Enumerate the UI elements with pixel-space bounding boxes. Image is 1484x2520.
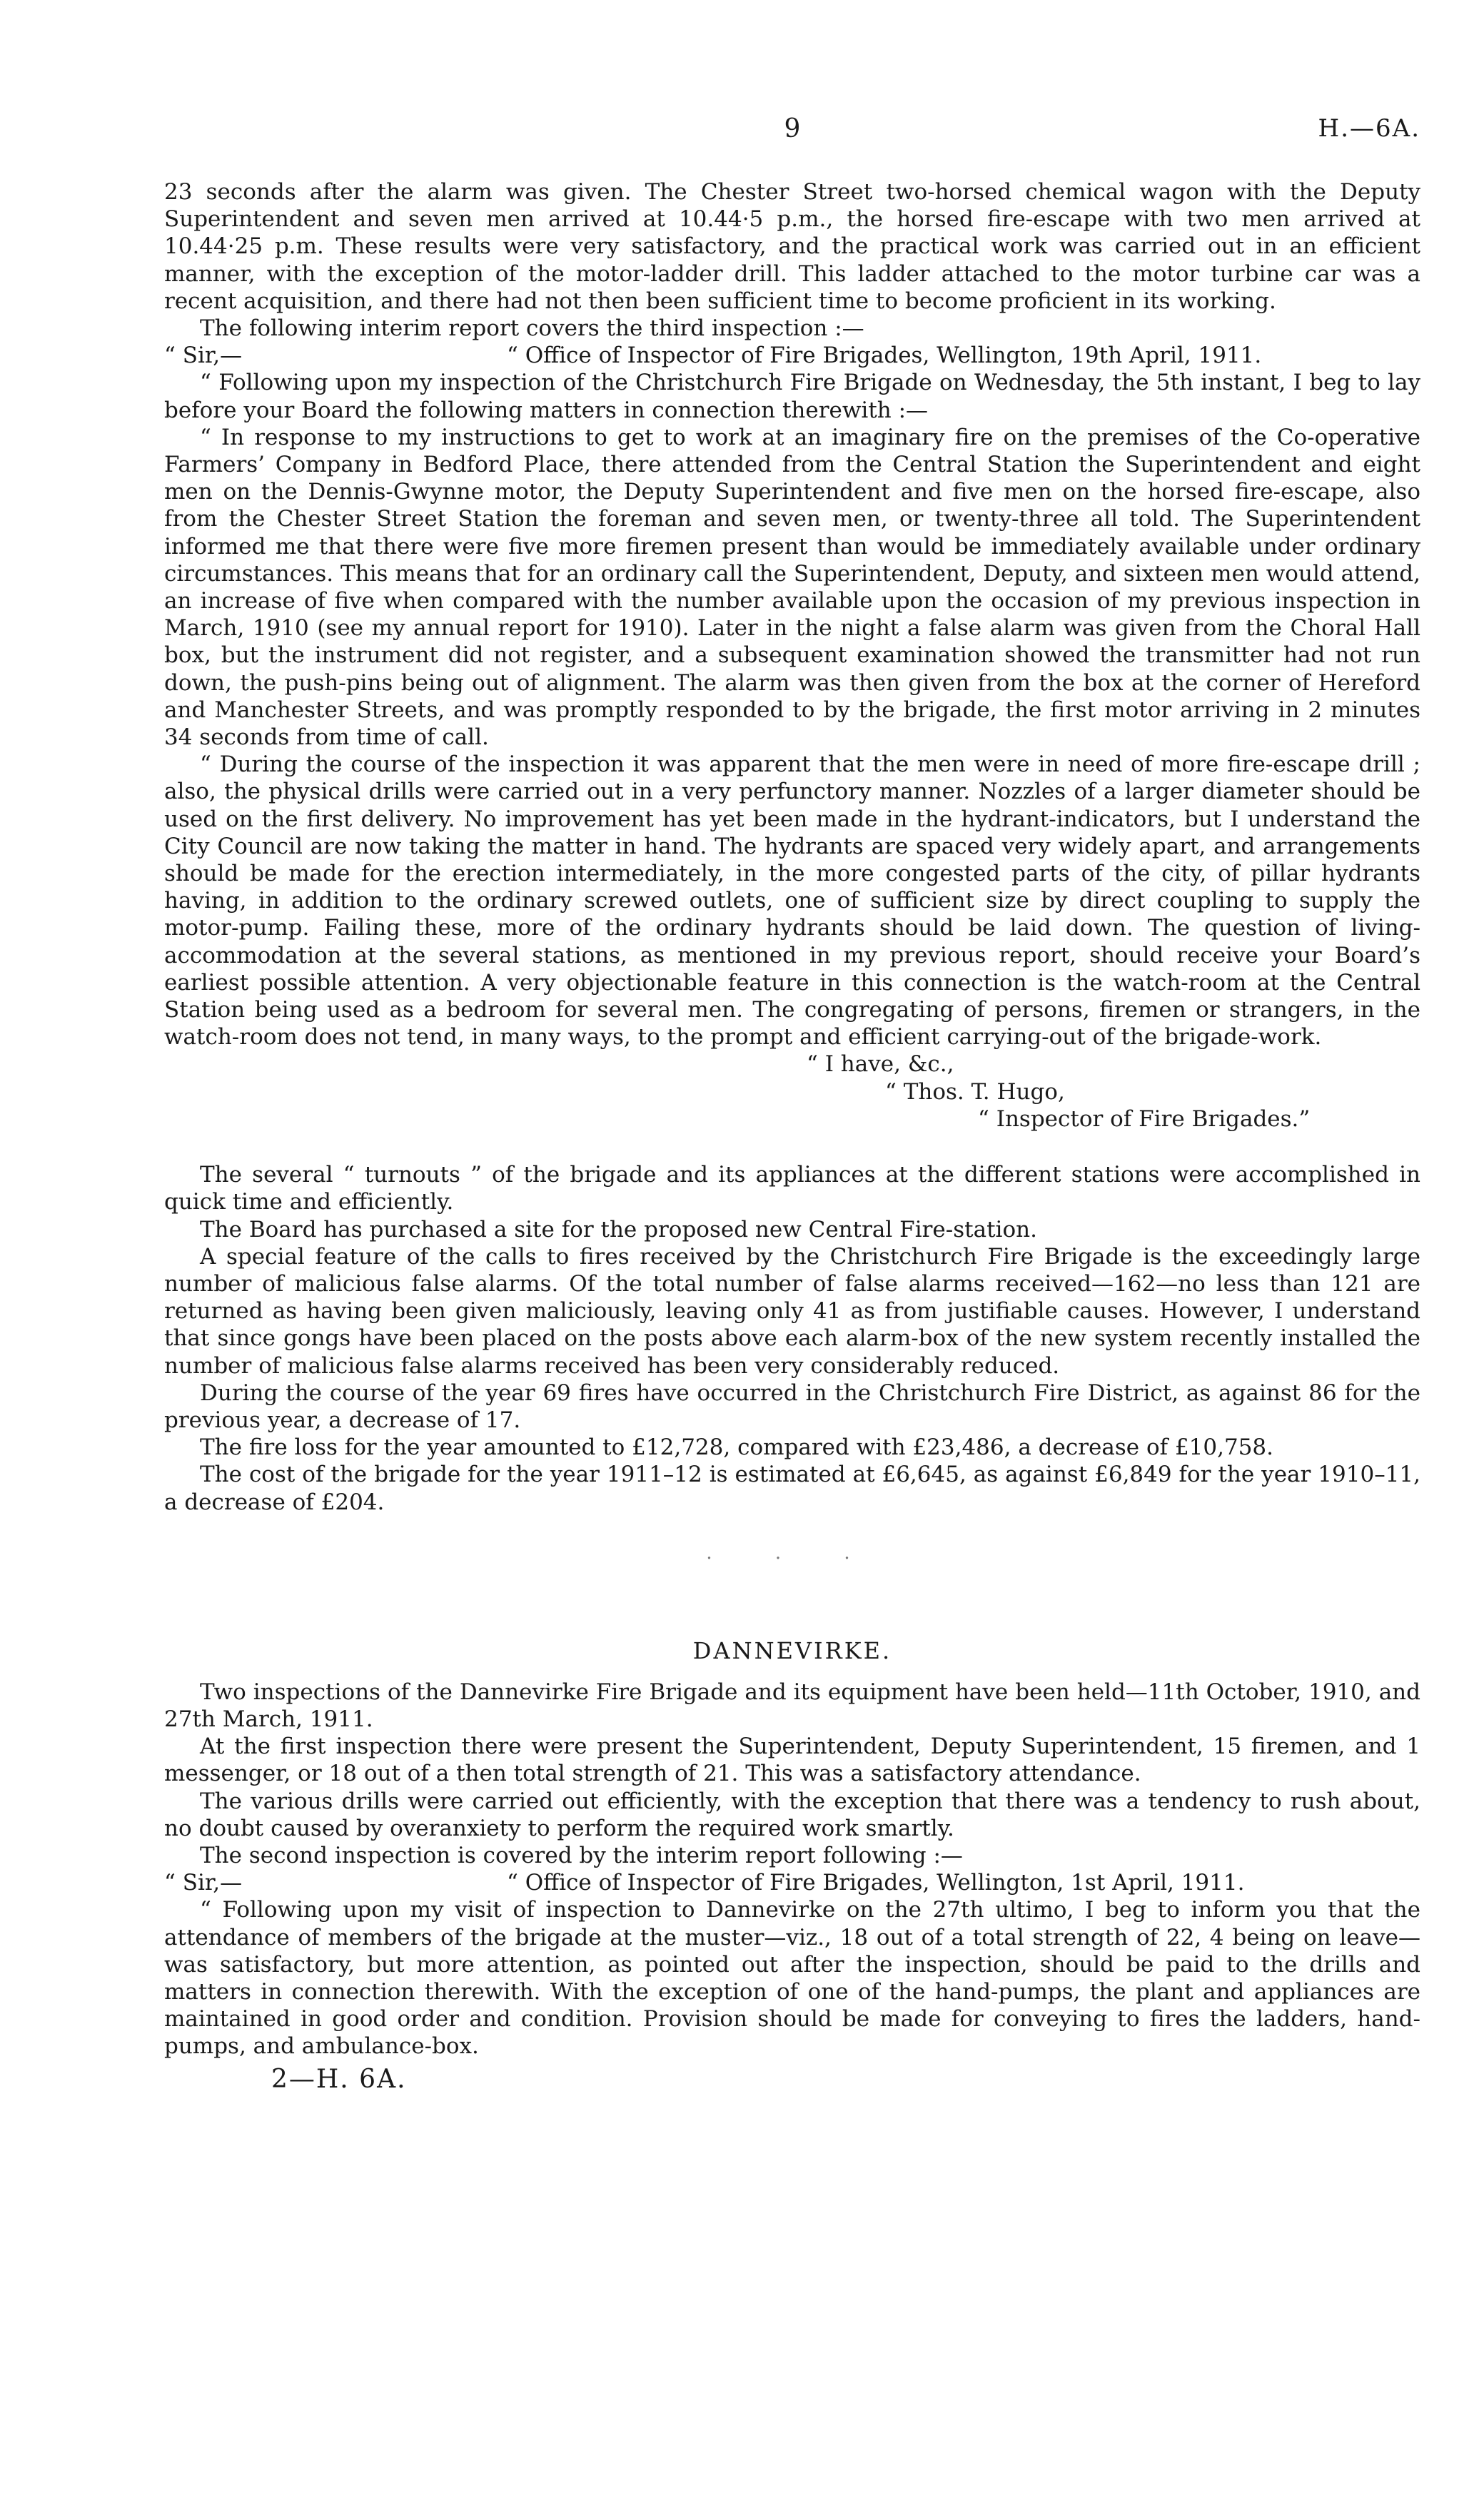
letter-paragraph: “ In response to my instructions to get to work at an imaginary fire on the premises of the Co-operative Farmers’ Company in Bedford Place, there attended from the Central Station the Superintendent and eight men on the Dennis-Gwynne motor, the Deputy Superintendent and five men on the horsed fire-escape, also from the Chester Street Station the foreman and seven men, or twenty-three all told. The Superintendent informed me that there were five more firemen present than would be immediately available under ordinary circumstances. This means that for an ordinary call the Superintendent, Deputy, and sixteen men would attend, an increase of five when compared with the number available upon the occasion of my previous inspection in March, 1910 (see my annual report for 1910). Later in the night a false alarm was given from the Choral Hall box, but the instrument did not register, and a subsequent examination showed the transmitter had not run down, the push-pins being out of alignment. The alarm was then given from the box at the corner of Hereford and Manchester Streets, and was promptly responded to by the brigade, the first motor arriving in 2 minutes 34 seconds from time of call.: [164, 424, 1420, 751]
paragraph-body: The fire loss for the year amounted to £12,728, compared with £23,486, a decrease of £10,758.: [200, 1434, 1273, 1461]
paragraph-body: During the course of the year 69 fires have occurred in the Christchurch Fire District, as against 86 for the previous year, a decrease of 17.: [164, 1380, 1420, 1433]
document-reference: H.—6A.: [1318, 114, 1420, 143]
section-title: DANNEVIRKE.: [692, 1636, 892, 1664]
letter-paragraph: “ Following upon my visit of inspection to Dannevirke on the 27th ultimo, I beg to inform you that the attendance of members of the brigade at the muster—viz., 18 out of a total strength of 22, 4 being on leave—was satisfactory, but more attention, as pointed out after the inspection, should be paid to the drills and matters in connection therewith. With the exception of one of the hand-pumps, the plant and appliances are maintained in good order and condition. Provision should be made for conveying to fires the ladders, hand-pumps, and ambulance-box.: [164, 1897, 1420, 2060]
section-separator: · · ·: [706, 1547, 879, 1569]
signatory-title: “ Inspector of Fire Brigades.”: [978, 1105, 1311, 1132]
letter-closing: [164, 1051, 1420, 1133]
page-header: [164, 114, 1420, 178]
paragraph-body: The second inspection is covered by the interim report following :—: [200, 1842, 963, 1868]
closing-line: “ I have, &c.,: [807, 1051, 954, 1078]
letter-salutation-row: [164, 342, 1420, 369]
page-number: 9: [784, 114, 801, 143]
letter-salutation: “ Sir,—: [164, 1870, 243, 1896]
paragraph-body: The Board has purchased a site for the proposed new Central Fire-station.: [200, 1216, 1037, 1243]
paragraph-body: A special feature of the calls to fires received by the Christchurch Fire Brigade is the exceedingly large number of malicious false alarms. Of the total number of false alarms received—162—no less than 121 are returned as having been given maliciously, leaving only 41 as from justifiable causes. However, I understand that since gongs have been placed on the posts above each alarm-box of the new system recently installed the number of malicious false alarms received has been very considerably reduced.: [164, 1243, 1420, 1379]
letter-paragraph: “ Following upon my inspection of the Christchurch Fire Brigade on Wednesday, the 5th instant, I beg to lay before your Board the following matters in connection therewith :—: [164, 370, 1420, 423]
paragraph-body: The cost of the brigade for the year 1911–12 is estimated at £6,645, as against £6,849 for the year 1910–11, a decrease of £204.: [164, 1462, 1420, 1515]
paragraph-body: At the first inspection there were present the Superintendent, Deputy Superintendent, 15 firemen, and 1 messenger, or 18 out of a then total strength of 21. This was a satisfactory attendance.: [164, 1734, 1420, 1787]
paragraph-body: The several “ turnouts ” of the brigade and its appliances at the different stations were accomplished in quick time and efficiently.: [164, 1162, 1420, 1215]
paragraph-body: The following interim report covers the third inspection :—: [200, 315, 864, 342]
paragraph-body: 23 seconds after the alarm was given. The Chester Street two-horsed chemical wagon with the Deputy Superintendent and seven men arrived at 10.44·5 p.m., the horsed fire-escape with two men arrived at 10.44·25 p.m. These results were very satisfactory, and the practical work was carried out in an efficient manner, with the exception of the motor-ladder drill. This ladder attached to the motor turbine car was a recent acquisition, and there had not then been sufficient time to become proficient in its working.: [164, 179, 1420, 314]
letter-office-date: “ Office of Inspector of Fire Brigades, Wellington, 19th April, 1911.: [507, 343, 1262, 369]
letter-salutation-row: [164, 1869, 1420, 1896]
paragraph-body: Two inspections of the Dannevirke Fire Brigade and its equipment have been held—11th October, 1910, and 27th March, 1911.: [164, 1679, 1420, 1732]
paragraph-body: The various drills were carried out efficiently, with the exception that there was a tendency to rush about, no doubt caused by overanxiety to perform the required work smartly.: [164, 1788, 1420, 1841]
letter-salutation: “ Sir,—: [164, 343, 243, 369]
letter-office-date: “ Office of Inspector of Fire Brigades, Wellington, 1st April, 1911.: [507, 1870, 1245, 1896]
document-page: [164, 114, 1420, 2094]
letter-paragraph: “ During the course of the inspection it was apparent that the men were in need of more fire-escape drill ; also, the physical drills were carried out in a very perfunctory manner. Nozzles of a larger diameter should be used on the first delivery. No improvement has yet been made in the hydrant-indicators, but I understand the City Council are now taking the matter in hand. The hydrants are spaced very widely apart, and arrangements should be made for the erection intermediately, in the more congested parts of the city, of pillar hydrants having, in addition to the ordinary screwed outlets, one of sufficient size by direct coupling to supply the motor-pump. Failing these, more of the ordinary hydrants should be laid down. The question of living-accommodation at the several stations, as mentioned in my previous report, should receive your Board’s earliest possible attention. A very objectionable feature in this connection is the watch-room at the Central Station being used as a bedroom for several men. The congregating of persons, firemen or strangers, in the watch-room does not tend, in many ways, to the prompt and efficient carrying-out of the brigade-work.: [164, 752, 1420, 1051]
signatory-name: “ Thos. T. Hugo,: [885, 1078, 1065, 1105]
signature-reference: 2—H. 6A.: [271, 2064, 407, 2094]
